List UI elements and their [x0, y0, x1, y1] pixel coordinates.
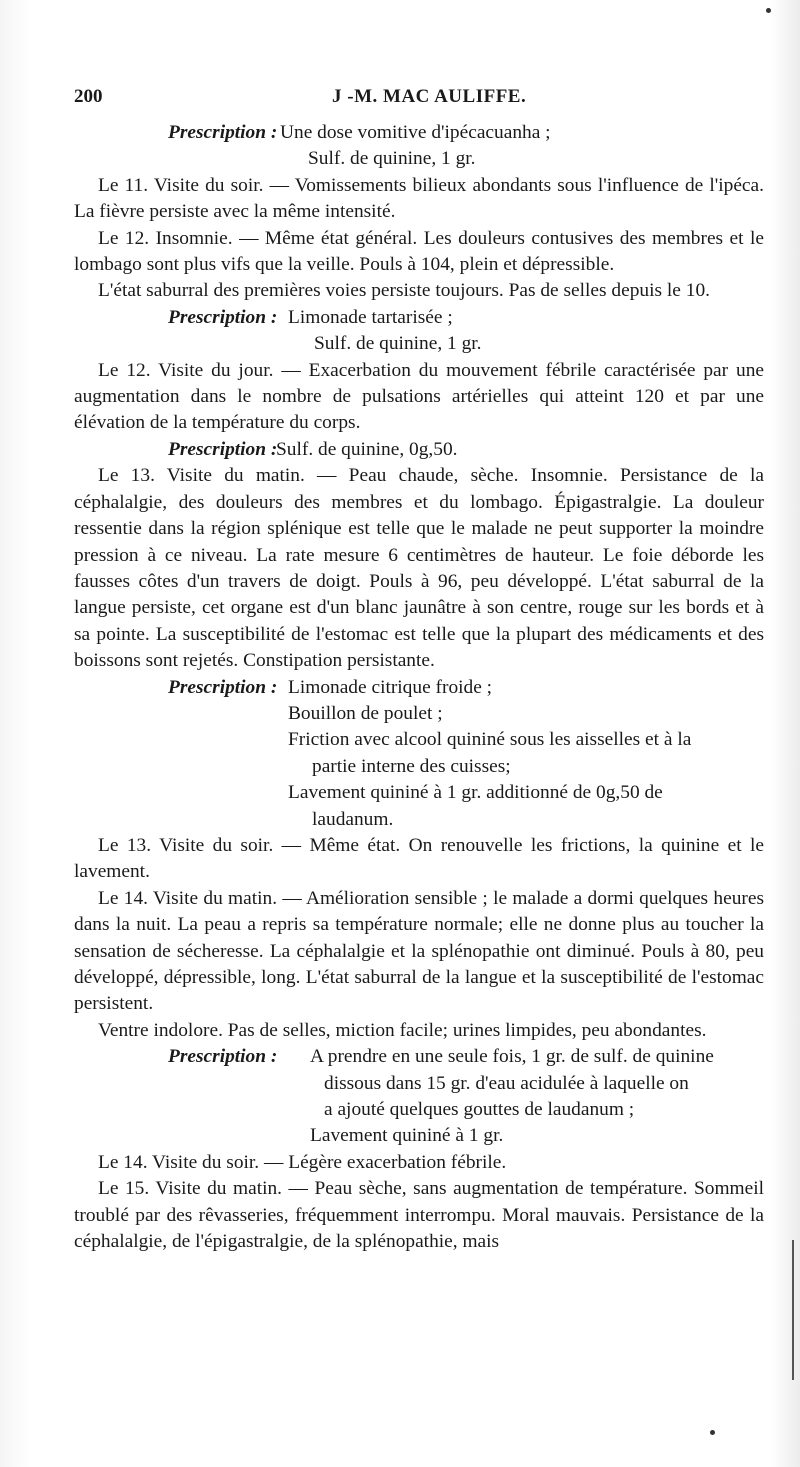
page-number: 200	[74, 86, 103, 107]
prescription-label: Prescription :	[168, 306, 278, 328]
paragraph: Le 13. Visite du matin. — Peau chaude, sèche. Insomnie. Persistance de la céphalalgie, des douleurs des membres et du lombago. Épigastralgie. La douleur ressentie dans la région splénique est telle que le malade ne peut supporter la moindre pression à ce niveau. La rate mesure 6 centimètres de hauteur. Le foie déborde les fausses côtes d'un travers de doigt. Pouls à 96, peu développé. L'état saburral de la langue persiste, cet organe est d'un blanc jaunâtre à son centre, rouge sur les bords et à sa pointe. La susceptibilité de l'estomac est telle que la plupart des médicaments et des boissons sont rejetés. Constipation persistante.	[74, 465, 764, 672]
prescription-block	[74, 305, 764, 358]
paragraph: Le 12. Visite du jour. — Exacerbation du mouvement fébrile caractérisée par une augmentation dans le nombre de pulsations artérielles qui atteint 120 et par une élévation de la température du corps.	[74, 359, 764, 434]
paragraph: Le 13. Visite du soir. — Même état. On renouvelle les frictions, la quinine et le lavement.	[74, 834, 764, 883]
prescription-block	[74, 1044, 764, 1150]
paragraph: Le 14. Visite du matin. — Amélioration sensible ; le malade a dormi quelques heures dans la nuit. La peau a repris sa température normale; elle ne donne plus au toucher la sensation de sécheresse. La céphalalgie et la splénopathie ont diminué. Pouls à 80, peu développé, dépressible, long. L'état saburral de la langue et la susceptibilité de l'estomac persistent.	[74, 887, 764, 1015]
prescription-line: Sulf. de quinine, 1 gr.	[314, 333, 482, 355]
prescription-label: Prescription :	[168, 438, 278, 460]
running-title: J -M. MAC AULIFFE.	[332, 86, 527, 107]
prescription-line: Limonade citrique froide ;	[288, 676, 493, 698]
page-header	[74, 86, 764, 116]
prescription-line: Lavement quininé à 1 gr.	[310, 1125, 504, 1147]
prescription-line: Lavement quininé à 1 gr. additionné de 0g,50 de	[288, 782, 663, 804]
paragraph: L'état saburral des premières voies persiste toujours. Pas de selles depuis le 10.	[98, 280, 710, 302]
paragraph: Ventre indolore. Pas de selles, miction facile; urines limpides, peu abondantes.	[98, 1019, 707, 1041]
paragraph: Le 15. Visite du matin. — Peau sèche, sans augmentation de température. Sommeil troublé par des rêvasseries, fréquemment interrompu. Moral mauvais. Persistance de la céphalalgie, de l'épigastralgie, de la splénopathie, mais	[74, 1178, 764, 1253]
body-text	[74, 120, 764, 1255]
prescription-line: laudanum.	[312, 808, 394, 830]
prescription-line: Bouillon de poulet ;	[288, 702, 443, 724]
paragraph: Le 14. Visite du soir. — Légère exacerbation fébrile.	[98, 1151, 507, 1173]
prescription-line: Sulf. de quinine, 0g,50.	[276, 438, 458, 460]
prescription-label: Prescription :	[168, 676, 278, 698]
prescription-line: Sulf. de quinine, 1 gr.	[308, 148, 476, 170]
paragraph: Le 11. Visite du soir. — Vomissements bilieux abondants sous l'influence de l'ipéca. La fièvre persiste avec la même intensité.	[74, 174, 764, 223]
page-edge-shadow	[792, 1240, 794, 1380]
prescription-line: a ajouté quelques gouttes de laudanum ;	[324, 1099, 635, 1121]
prescription-line: A prendre en une seule fois, 1 gr. de sulf. de quinine	[310, 1046, 714, 1068]
prescription-block	[74, 120, 764, 173]
prescription-line: Limonade tartarisée ;	[288, 306, 453, 328]
speck-mark	[766, 8, 771, 13]
speck-mark	[710, 1430, 715, 1435]
prescription-label: Prescription :	[168, 122, 278, 143]
paragraph: Le 12. Insomnie. — Même état général. Les douleurs contusives des membres et le lombago sont plus vifs que la veille. Pouls à 104, plein et dépressible.	[74, 227, 764, 276]
prescription-label: Prescription :	[168, 1046, 278, 1068]
prescription-line: Friction avec alcool quininé sous les aisselles et à la	[288, 729, 692, 751]
prescription-line: dissous dans 15 gr. d'eau acidulée à laquelle on	[324, 1072, 689, 1094]
prescription-block	[74, 675, 764, 833]
prescription-line: partie interne des cuisses;	[312, 755, 511, 777]
prescription-line: Une dose vomitive d'ipécacuanha ;	[280, 122, 551, 143]
prescription-block	[74, 437, 764, 463]
